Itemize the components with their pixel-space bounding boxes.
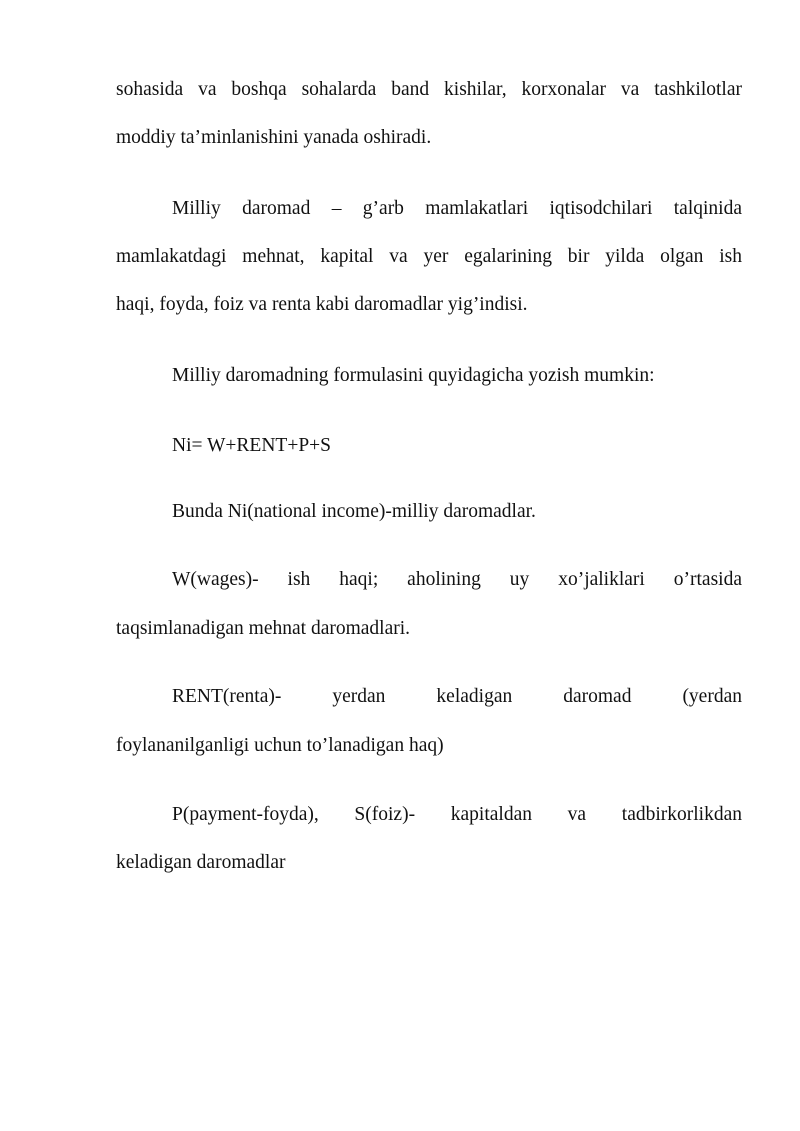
paragraph-2-line-3: haqi, foyda, foiz va renta kabi daromadlar yig’indisi.	[116, 294, 528, 315]
paragraph-4-line-1: Bunda Ni(national income)-milliy daromadlar.	[172, 501, 536, 522]
paragraph-7-line-1: P(payment-foyda), S(foiz)- kapitaldan va tadbirkorlikdan	[172, 804, 742, 825]
paragraph-6-line-2: foylananilganligi uchun to’lanadigan haq)	[116, 735, 444, 756]
paragraph-2-line-2: mamlakatdagi mehnat, kapital va yer egalarining bir yilda olgan ish	[116, 246, 742, 267]
formula-line: Ni= W+RENT+P+S	[172, 435, 332, 456]
paragraph-5-line-1: W(wages)- ish haqi; aholining uy xo’jaliklari o’rtasida	[172, 569, 742, 590]
paragraph-6-line-1: RENT(renta)- yerdan keladigan daromad (yerdan	[172, 686, 742, 707]
paragraph-3-line-1: Milliy daromadning formulasini quyidagicha yozish mumkin:	[172, 365, 655, 386]
paragraph-5-line-2: taqsimlanadigan mehnat daromadlari.	[116, 618, 411, 639]
paragraph-2-line-1: Milliy daromad – g’arb mamlakatlari iqtisodchilari talqinida	[172, 198, 742, 219]
paragraph-1-line-1: sohasida va boshqa sohalarda band kishilar, korxonalar va tashkilotlar	[116, 79, 742, 100]
paragraph-1-line-2: moddiy ta’minlanishini yanada oshiradi.	[116, 127, 432, 148]
paragraph-7-line-2: keladigan daromadlar	[116, 852, 286, 873]
